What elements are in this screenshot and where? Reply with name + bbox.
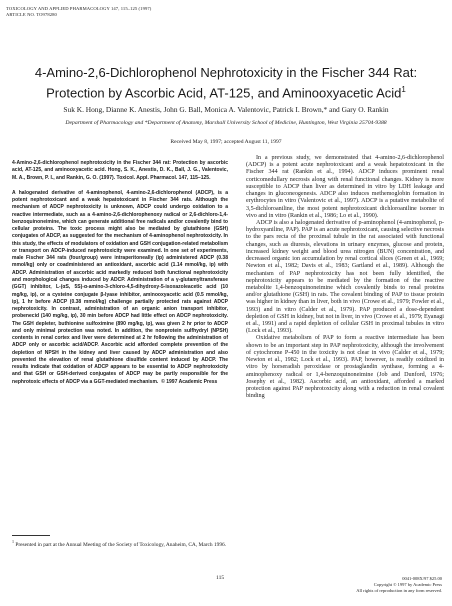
body-text-column (246, 155, 444, 400)
abstract-body (12, 190, 228, 386)
received-dates: Received May 8, 1997; accepted August 11, 1997 (170, 139, 282, 145)
abstract-citation: 4-Amino-2,6-dichlorophenol nephrotoxicity in the Fischer 344 rat: Protection by ascorbic acid, AT-125, and aminooxyacetic acid. Hong, S. K., Anestis, D. K., Ball, J. G., Valentovic, M. A., Brown, P. I., and Rankin, G. O. (1997). Toxicol. Appl. Pharmacol. 147, 115–125. (12, 160, 228, 181)
journal-citation-line: TOXICOLOGY AND APPLIED PHARMACOLOGY 147, 115–125 (1997) (6, 6, 152, 11)
body-paragraph: In a previous study, we demonstrated that 4-amino-2,6-dichlorophenol (ADCP) is a potent acute nephrotoxicant and a weak hepatotoxicant in the Fischer 344 rat (Rankin et al., 1994). ADCP induces prominent renal corticomedullary necrosis along with renal functional changes. Kidney is more susceptible to ADCP than liver as determined in vitro by LDH leakage and changes in gluconeogenesis. ADCP also induces methemoglobin formation in erythrocytes in vitro (Valentovic et al., 1997). ADCP is a putative metabolite of 3,5-dichloroaniline, the most potent nephrotoxicant dichloroaniline isomer in vivo and in vitro (Rankin et al., 1986; Lo et al., 1990). (246, 155, 444, 219)
body-paragraph: ADCP is also a halogenated derivative of p-aminophenol (4-aminophenol, p-hydroxyaniline, PAP). PAP is an acute nephrotoxicant, causing selective necrosis to the pars recta of the proximal tubule in the rat associated with functional changes, such as diuresis, elevations in urinary enzymes, glucose and protein, increased kidney weight and blood urea nitrogen (BUN) concentration, and decreased organic ion accumulation by renal cortical slices (Green et al., 1969; Newton et al., 1982; Davis et al., 1983; Gartland et al., 1989). Although the mechanism of PAP nephrotoxicity has not been fully identified, the nephrotoxicity appears to be mediated by the formation of the reactive metabolite 1,4-benzoquinoneimine which covalently binds to renal proteins and/or glutathione (GSH) in rats. The covalent binding of PAP to tissue protein was higher in kidney than in liver, both in vivo (Crowe et al., 1979; Fowler et al., 1993) and in vitro (Calder et al., 1979). PAP produced a dose-dependent depletion of GSH in kidney, but not in liver, in vivo (Crowe et al., 1979; Eyanagi et al., 1991) and a rapid depletion of cellular GSH in proximal tubules in vitro (Lock et al., 1993). (246, 219, 444, 335)
footnote (12, 538, 227, 549)
title-footnote-mark: 1 (401, 85, 406, 94)
rights-line: All rights of reproduction in any form reserved. (356, 588, 442, 593)
abstract-body-text: A halogenated derivative of 4-aminophenol, 4-amino-2,6-dichlorophenol (ADCP), is a potent nephrotoxicant and a weak hepatotoxicant in Fischer 344 rats. Although the mechanism of ADCP nephrotoxicity is unknown, ADCP could undergo oxidation to a reactive intermediate, such as a 4-amino-2,6-dichlorophenoxy radical or 2,6-dichloro-1,4-benzoquinoneimine, which can generate additional free radicals and/or covalently bind to cellular proteins. The toxic process might also be mediated by glutathione (GSH) conjugates of ADCP, as suggested for the mechanism of 4-aminophenol nephrotoxicity. In this study, the effects of modulators of oxidation and GSH conjugation-related metabolism or transport on ADCP-induced nephrotoxicity were examined. In one set of experiments, male Fischer 344 rats (four/group) were intraperitoneally (ip) administered ADCP (0.38 mmol/kg) only or coadministered an antioxidant, ascorbic acid (1.14 mmol/kg, ip) with ADCP. Administration of ascorbic acid markedly reduced both functional nephrotoxicity and morphological changes induced by ADCP. Administration of a γ-glutamyltransferase (GGT) inhibitor, L-(αS, 5S)-α-amino-3-chloro-4,5-dihydroxy-5-isoxazoleacetic acid (10 mg/kg, ip), or a cysteine conjugate β-lyase inhibitor, aminooxyacetic acid (0.5 mmol/kg, ip), 1 hr before ADCP (0.38 mmol/kg) challenge partially protected rats against ADCP nephrotoxicity. In contrast, administration of an organic anion transport inhibitor, probenecid (140 mg/kg, ip), 30 min before ADCP had little effect on ADCP nephrotoxicity. The GSH depleter, buthionine sulfoximine (890 mg/kg, ip), was given 2 hr prior to ADCP and only minimal protection was noted. In addition, the nonprotein sulfhydryl (NPSH) contents in renal cortex and liver were determined at 2 hr following the administration of ADCP only or ascorbic acid/ADCP. Ascorbic acid afforded complete prevention of the depletion of NPSH in the kidney and liver caused by ADCP administration and also prevented the elevation of renal glutathione disulfide content induced by ADCP. The results indicate that oxidation of ADCP appears to be essential to ADCP nephrotoxicity and that GSH or GSH-derived conjugates of ADCP may be partly responsible for the nephrotoxic effects of ADCP via a GGT-mediated mechanism. (12, 189, 228, 385)
footnote-mark: 1 (12, 539, 14, 544)
page-number: 115 (216, 575, 225, 581)
footnote-divider (12, 535, 50, 536)
journal-header (6, 6, 151, 18)
copyright-line: Copyright © 1997 by Academic Press (373, 582, 442, 587)
abstract (12, 160, 228, 386)
article-number-line: ARTICLE NO. TO978280 (6, 12, 57, 17)
affiliation: Department of Pharmacology and *Department of Anatomy, Marshall University School of Medicine, Huntington, West Virginia 25704-9388 (65, 120, 387, 126)
abstract-copyright: © 1997 Academic Press (161, 378, 218, 385)
article-title-text: 4-Amino-2,6-Dichlorophenol Nephrotoxicity in the Fischer 344 Rat: Protection by Ascorbic Acid, AT-125, and Aminooxyacetic Acid (34, 65, 418, 101)
copyright-block (330, 576, 442, 594)
issn-price: 0041-008X/97 $25.00 (402, 576, 442, 581)
article-title (14, 64, 438, 101)
author-list: Suk K. Hong, Dianne K. Anestis, John G. Ball, Monica A. Valentovic, Patrick I. Brown,* and Gary O. Rankin (63, 105, 389, 114)
body-paragraph: Oxidative metabolism of PAP to form a reactive intermediate has been shown to be an important step in PAP nephrotoxicity, although the involvement of cytochrome P-450 in the toxicity is not clear in vivo (Calder et al., 1979; Newton et al., 1982; Lock et al., 1993). PAP, however, is readily oxidized in vitro by horseradish peroxidase or prostaglandin synthase, forming a 4-aminophenoxy radical or 1,4-benzoquinoneimine (Job and Dunford, 1976; Josephy et al., 1982). Ascorbic acid, an antioxidant, afforded a marked protection against PAP nephrotoxicity along with a reduction in renal covalent binding (246, 335, 444, 400)
footnote-text: Presented in part at the Annual Meeting of the Society of Toxicology, Anaheim, CA, March 1996. (15, 541, 227, 548)
